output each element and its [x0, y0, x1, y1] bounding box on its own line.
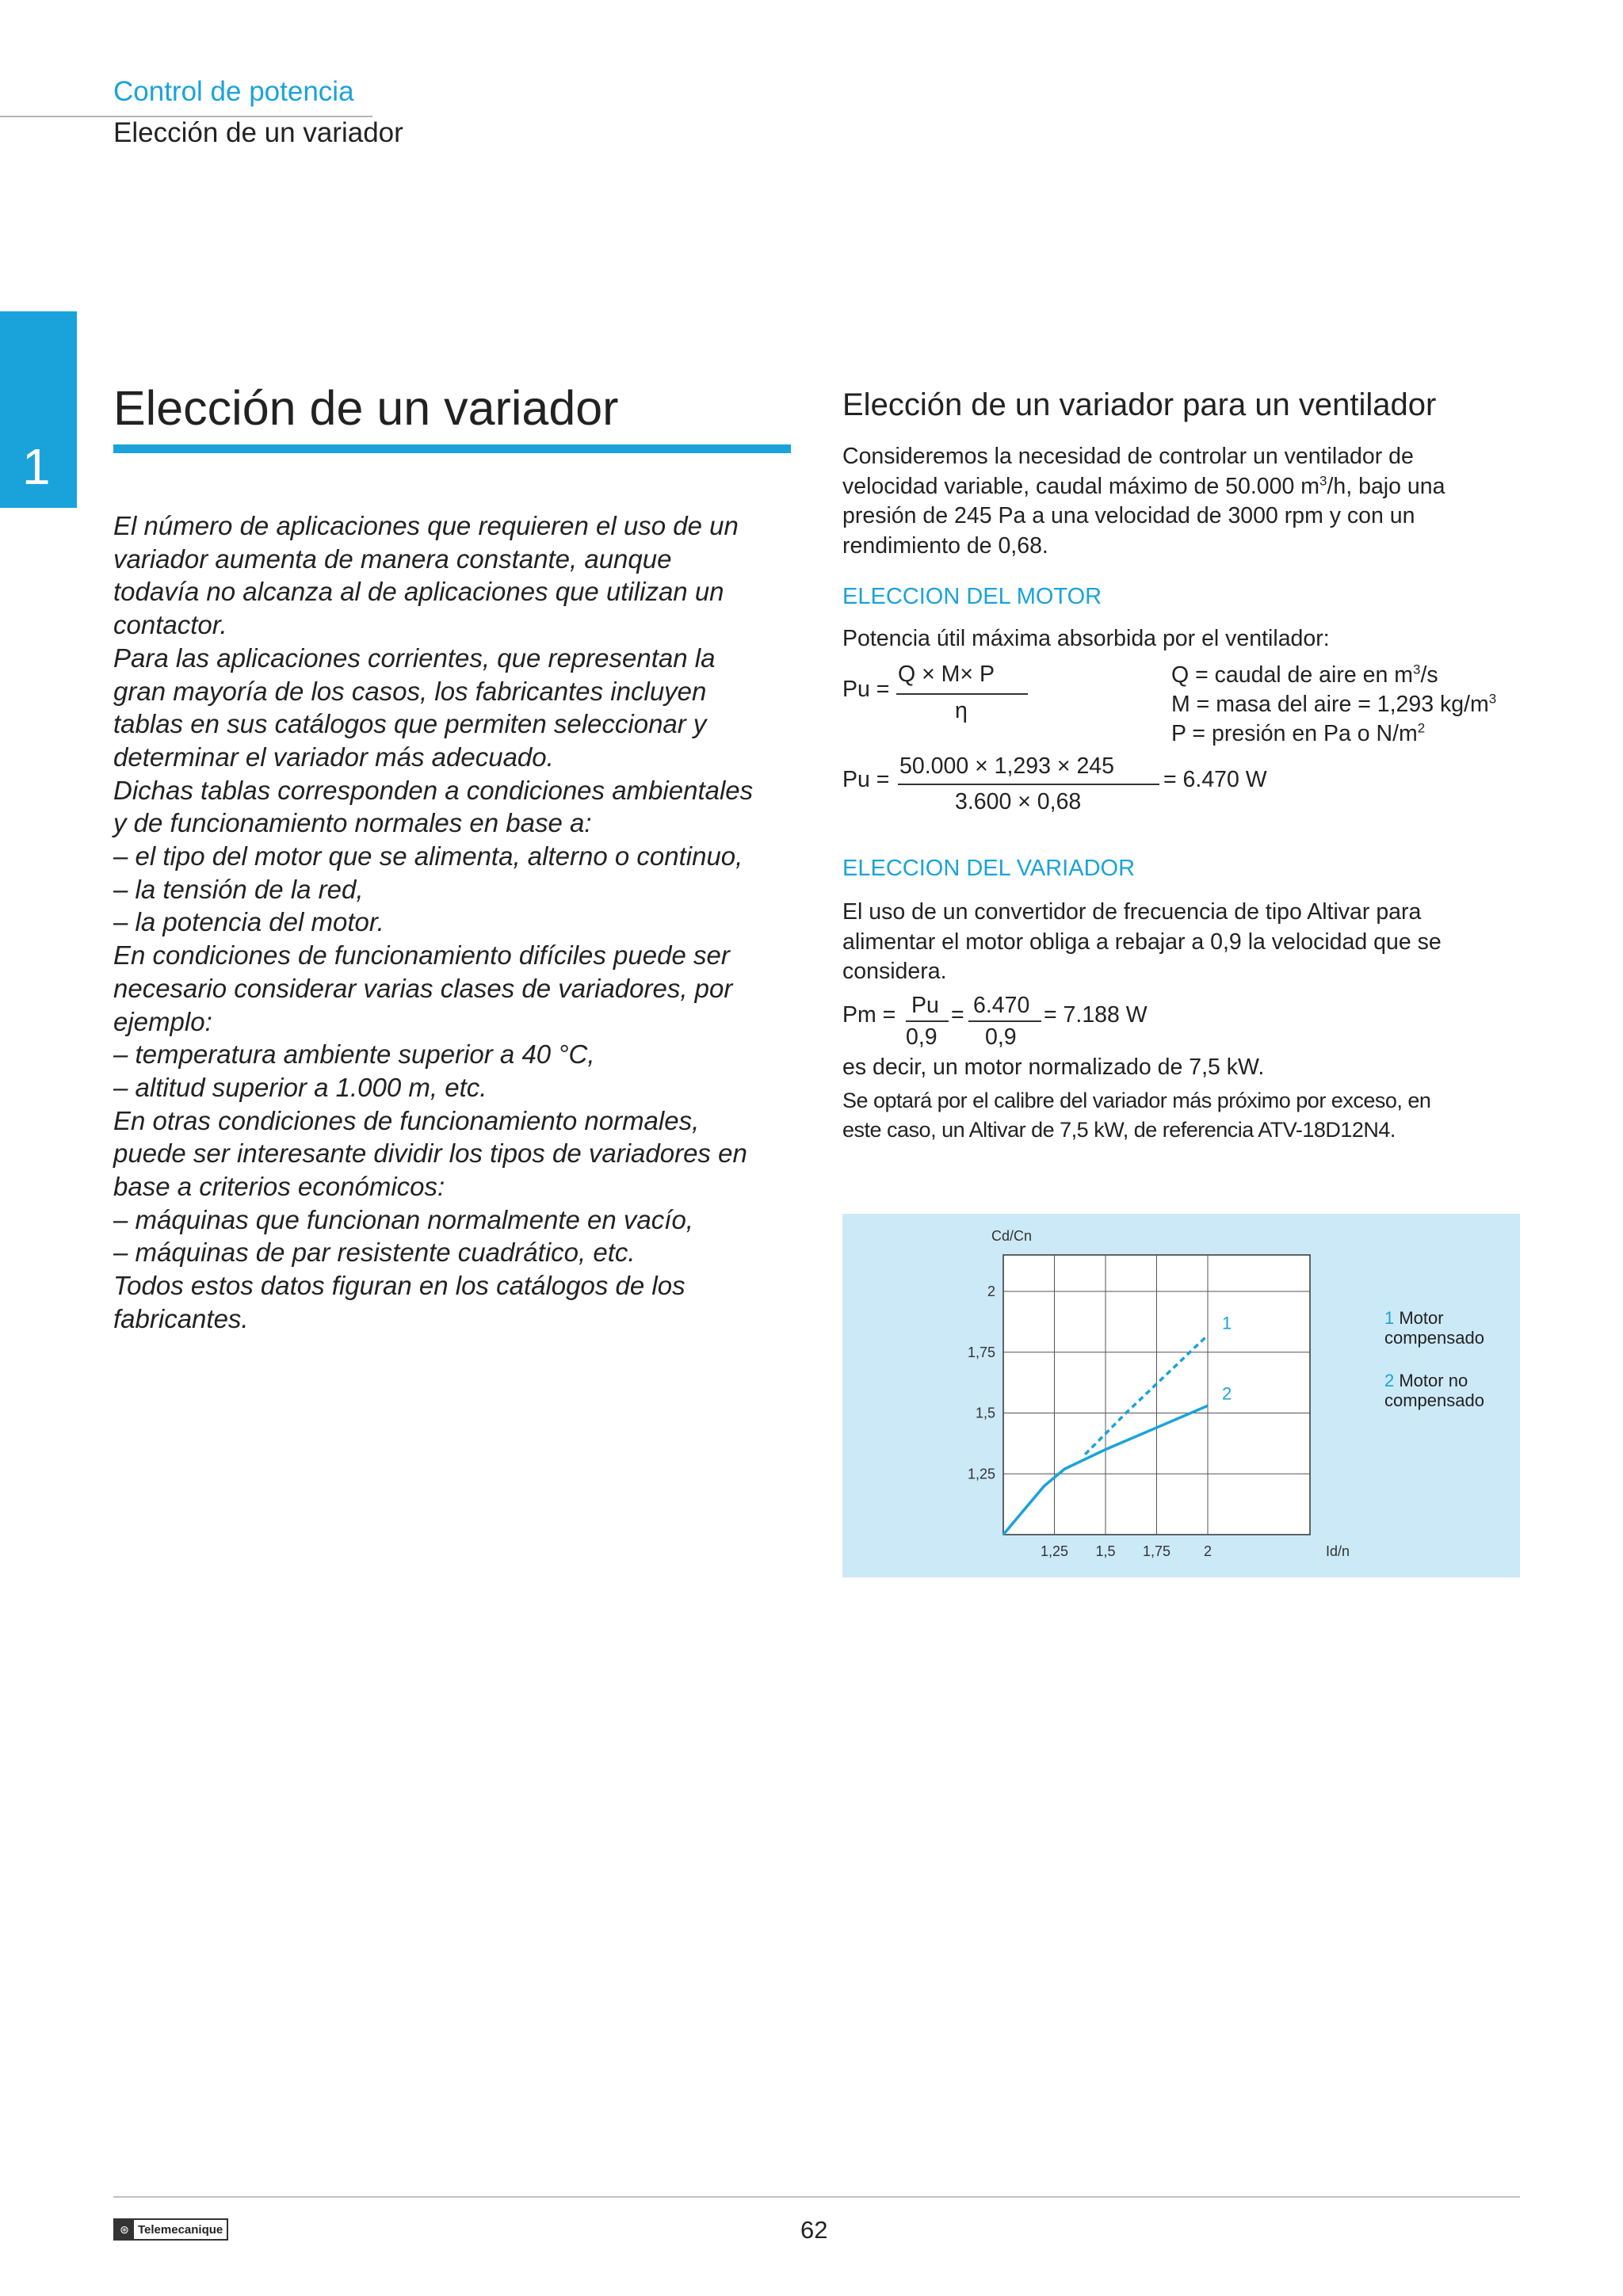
- intro-line: puede ser interesante dividir los tipos de variadores en: [113, 1138, 747, 1169]
- optara-text: [842, 1086, 1430, 1145]
- legend-number: 1: [1384, 1308, 1400, 1328]
- series-label-1: 1: [1222, 1313, 1232, 1333]
- intro-line: todavía no alcanza al de aplicaciones que utilizan un: [113, 577, 724, 607]
- legend-item-1-line2: compensado: [1384, 1328, 1484, 1348]
- text-fragment: velocidad variable, caudal máximo de 50.000 m: [842, 473, 1320, 499]
- y-tick-label: 1,25: [967, 1466, 995, 1482]
- eq1-legend-p: [1171, 721, 1425, 747]
- eq3-fraction-line-1: [906, 1020, 949, 1022]
- intro-line: – el tipo del motor que se alimenta, alterno o continuo,: [113, 841, 743, 871]
- intro-line: tablas en sus catálogos que permiten seleccionar y: [113, 709, 707, 739]
- eq3-equals: =: [951, 1002, 964, 1028]
- intro-line: – altitud superior a 1.000 m, etc.: [113, 1072, 487, 1102]
- fan-description: [842, 442, 1445, 561]
- eq3-lhs: Pm =: [842, 1002, 896, 1028]
- superscript: 3: [1319, 473, 1327, 488]
- eq2-denominator: 3.600 × 0,68: [955, 789, 1082, 814]
- eq3-num2: 6.470: [973, 993, 1030, 1018]
- heading-variador: ELECCION DEL VARIADOR: [842, 856, 1136, 881]
- eq1-fraction-line: [896, 693, 1028, 695]
- intro-line: – máquinas que funcionan normalmente en vacío,: [113, 1204, 693, 1234]
- brand-name: Telemecanique: [138, 2222, 223, 2237]
- y-axis-label: Cd/Cn: [991, 1228, 1033, 1244]
- series-label-2: 2: [1222, 1383, 1232, 1404]
- intro-line: – la potencia del motor.: [113, 907, 384, 937]
- eq1-denominator: η: [955, 698, 968, 723]
- y-tick-label: 1,5: [975, 1405, 995, 1421]
- text-line: Se optará por el calibre del variador más próximo por exceso, en: [842, 1089, 1431, 1112]
- intro-line: contactor.: [113, 610, 227, 640]
- legend-text: Motor: [1399, 1308, 1444, 1328]
- potencia-text: Potencia útil máxima absorbida por el ventilador:: [842, 626, 1330, 651]
- intro-line: – máquinas de par resistente cuadrático, etc.: [113, 1238, 636, 1268]
- text-line: rendimiento de 0,68.: [842, 532, 1048, 559]
- eq1-legend-q: [1171, 662, 1438, 688]
- legend-tail: /s: [1420, 662, 1438, 688]
- footer-rule: [113, 2196, 1520, 2198]
- intro-line: El número de aplicaciones que requieren el uso de un: [113, 511, 739, 540]
- chart-panel: [842, 1214, 1520, 1577]
- header-section-title: Control de potencia: [113, 76, 354, 107]
- superscript: 2: [1417, 720, 1426, 736]
- chapter-number: 1: [22, 438, 51, 495]
- header-subsection-title: Elección de un variador: [113, 117, 403, 148]
- legend-item-1: [1384, 1308, 1444, 1328]
- intro-line: base a criterios económicos:: [113, 1172, 445, 1202]
- eq1-lhs: Pu =: [842, 677, 890, 702]
- text-line: considera.: [842, 959, 947, 984]
- intro-line: variador aumenta de manera constante, aunque: [113, 543, 672, 574]
- x-tick-label: 2: [1203, 1543, 1212, 1559]
- eq3-result: = 7.188 W: [1044, 1002, 1148, 1028]
- x-tick-label: 1,5: [1095, 1543, 1116, 1559]
- legend-text: M = masa del aire = 1,293 kg/m: [1171, 692, 1489, 717]
- eq2-lhs: Pu =: [842, 767, 890, 792]
- intro-line: y de funcionamiento normales en base a:: [113, 808, 592, 838]
- eq2-fraction-line: [898, 784, 1159, 785]
- superscript: 3: [1488, 691, 1497, 707]
- text-line: El uso de un convertidor de frecuencia de tipo Altivar para: [842, 899, 1422, 925]
- eq2-numerator: 50.000 × 1,293 × 245: [899, 753, 1115, 779]
- intro-line: Dichas tablas corresponden a condiciones ambientales: [113, 775, 754, 805]
- title-underline: [113, 444, 791, 453]
- intro-text: [113, 509, 803, 1336]
- section-title: Elección de un variador para un ventilador: [842, 387, 1437, 422]
- superscript: 3: [1412, 662, 1421, 677]
- x-axis-label: Id/n: [1326, 1543, 1350, 1559]
- intro-line: determinar el variador más adecuado.: [113, 742, 554, 772]
- legend-text: Q = caudal de aire en m: [1171, 662, 1413, 688]
- eq3-den2: 0,9: [985, 1024, 1017, 1050]
- eq1-legend-m: [1171, 692, 1496, 718]
- text-line: presión de 245 Pa a una velocidad de 3000 rpm y con un: [842, 503, 1415, 528]
- variador-text: [842, 898, 1442, 987]
- intro-line: En condiciones de funcionamiento difíciles puede ser: [113, 940, 730, 971]
- y-tick-label: 2: [987, 1283, 995, 1300]
- eq3-fraction-line-2: [968, 1020, 1041, 1022]
- eq3-num1: Pu: [911, 993, 939, 1018]
- legend-item-2: [1384, 1371, 1468, 1390]
- legend-text: Motor no: [1399, 1371, 1468, 1390]
- intro-line: fabricantes.: [113, 1303, 249, 1333]
- x-tick-label: 1,25: [1040, 1543, 1069, 1559]
- telemecanique-logo-icon: ⊛: [115, 2220, 134, 2239]
- brand-logo: [113, 2218, 228, 2241]
- intro-line: En otras condiciones de funcionamiento normales,: [113, 1105, 700, 1135]
- torque-current-chart: [842, 1214, 1520, 1577]
- eq3-den1: 0,9: [906, 1024, 938, 1050]
- text-line: [842, 472, 1445, 502]
- intro-line: necesario considerar varias clases de variadores, por: [113, 973, 733, 1003]
- intro-line: – la tensión de la red,: [113, 874, 364, 904]
- text-line: Consideremos la necesidad de controlar un ventilador de: [842, 444, 1414, 469]
- text-line: este caso, un Altivar de 7,5 kW, de referencia ATV-18D12N4.: [842, 1118, 1396, 1142]
- eq1-numerator: Q × M× P: [898, 662, 995, 687]
- y-tick-label: 1,75: [967, 1344, 995, 1360]
- intro-line: gran mayoría de los casos, los fabricantes incluyen: [113, 676, 707, 706]
- page-title: Elección de un variador: [113, 381, 619, 435]
- intro-line: ejemplo:: [113, 1006, 212, 1036]
- intro-line: Todos estos datos figuran en los catálogos de los: [113, 1271, 685, 1301]
- intro-line: Para las aplicaciones corrientes, que representan la: [113, 643, 716, 673]
- text-line: alimentar el motor obliga a rebajar a 0,9 la velocidad que se: [842, 929, 1442, 955]
- legend-item-2-line2: compensado: [1384, 1390, 1484, 1410]
- legend-number: 2: [1384, 1371, 1400, 1390]
- text-fragment: /h, bajo una: [1327, 473, 1445, 499]
- page-number: 62: [800, 2216, 828, 2244]
- es-decir-text: es decir, un motor normalizado de 7,5 kW.: [842, 1055, 1265, 1080]
- x-tick-label: 1,75: [1142, 1543, 1171, 1559]
- eq2-result: = 6.470 W: [1163, 767, 1267, 792]
- heading-motor: ELECCION DEL MOTOR: [842, 584, 1102, 609]
- intro-line: – temperatura ambiente superior a 40 °C,: [113, 1039, 595, 1070]
- legend-text: P = presión en Pa o N/m: [1171, 721, 1418, 746]
